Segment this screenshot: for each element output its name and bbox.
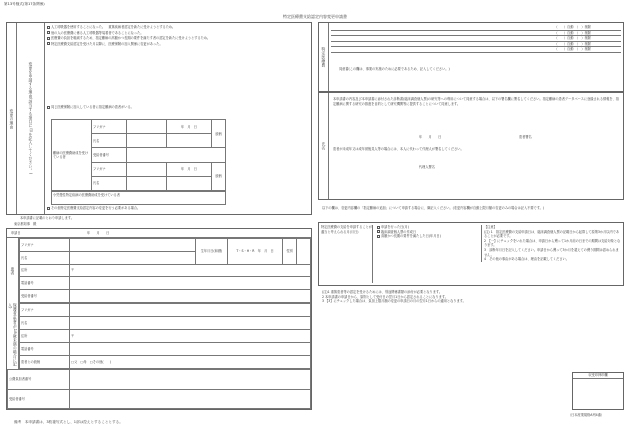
- extra-notes: [322, 290, 622, 304]
- cell-label: 氏名: [92, 176, 127, 190]
- cell-label: 生年月日(和暦): [196, 239, 228, 265]
- cell-label: 受給者番号: [8, 389, 70, 409]
- section-vertical-subtitle: 変更を申請する理由(該当する項目に☑を記入してください。): [17, 23, 45, 214]
- group-label-2: 小児慢性特定疾病の医療費助成を受けている者: [53, 193, 120, 197]
- paper-size-note: （日本産業規格A列4番）: [568, 413, 605, 417]
- row-option[interactable]: （ ）自動 （ ）削除: [331, 36, 621, 42]
- checkbox[interactable]: [47, 26, 50, 29]
- cell-value[interactable]: [70, 239, 196, 252]
- group-2-box: [51, 191, 226, 205]
- change-reason-section: [6, 22, 312, 215]
- cell-label: 氏名: [20, 251, 70, 264]
- cell-value[interactable]: [297, 239, 311, 265]
- reason-item-2[interactable]: 他の人の医療費に係る人工呼吸器等装着者であることになった。: [47, 31, 309, 36]
- group-label-1: 難病の医療費助成を受けている者: [52, 120, 92, 191]
- reason-item-4[interactable]: 特定医療費支給認定を受けた月以降に、医療保険の加入関係に変更があった。: [47, 42, 309, 47]
- checkbox[interactable]: [377, 235, 380, 238]
- note-line: 4 その他の事由がある場合は、理由を記載してください。: [484, 257, 569, 262]
- timing-label: 特定医療費の支給を申請することが適当と考えられる月(月日): [321, 225, 373, 283]
- intro-text: 本申請書に記載のとおり申請します。: [20, 216, 74, 220]
- section-vertical-title: 変更の理由: [7, 23, 17, 214]
- guardian-label: 保護者(患者が18歳未満の場合に記入): [7, 303, 19, 369]
- timing-notes: [481, 225, 621, 262]
- row-option[interactable]: （ ）自動 （ ）削除: [331, 47, 621, 53]
- date-label: 申請日: [11, 231, 21, 235]
- reason-item-3[interactable]: 医療費の負担を軽減するため、指定難病の高額かつ長期の要件を満たす者の認定を新たに受けようとするため。: [47, 36, 309, 41]
- cell-value[interactable]: 〒: [70, 330, 311, 343]
- row-option[interactable]: （ ）自動 （ ）削除: [331, 31, 621, 37]
- right-bottom-heading: 以下の欄は、変更内容欄の「指定難病の追加」について申請する場合に、御記入ください。(変更内容欄が自動上限月額の変更のみの場合は記入不要です。): [322, 206, 545, 210]
- document-title: 特定医療費支給認定内容変更申請書: [283, 14, 347, 19]
- cell-label: 患者との続柄: [20, 356, 70, 369]
- note-line: 2 本申請書の申請日から、原則として受付日の翌月1日から認定されることになります。: [322, 294, 448, 299]
- checkbox[interactable]: [377, 226, 380, 229]
- cell-label: 性別: [283, 239, 297, 265]
- cell-value[interactable]: [70, 343, 311, 356]
- checkbox[interactable]: [47, 207, 50, 210]
- note-line: 3 診断年月日を記入してください。申請日から遡って3か月を超えての遡り期間は認められません。: [484, 247, 619, 257]
- cell-value[interactable]: 〒: [70, 264, 311, 277]
- bottom-table: [7, 369, 311, 409]
- cell-label: フリガナ: [20, 239, 70, 252]
- note-line: 2 【一】にチェックをいれた場合は、申請日から遡って1か月前の日までの期間は支給対象となります。: [484, 238, 621, 248]
- consent-vertical: 氏名: [319, 93, 329, 199]
- checkbox[interactable]: [47, 31, 50, 34]
- timing-option-2[interactable]: 臨床調査個人票の作成日: [377, 230, 477, 235]
- cell-label: 公費負担者番号: [8, 370, 70, 390]
- cell-value[interactable]: [70, 304, 311, 317]
- form-number: 第13号様式(第17条関係): [4, 2, 45, 6]
- reason-item-6[interactable]: その他特定医療費支給認定内容の変更を行う必要がある場合。: [47, 206, 309, 211]
- cell-value[interactable]: [70, 389, 311, 409]
- row-option[interactable]: （ ）自動 （ ）削除: [331, 25, 621, 31]
- note-line: (注)1 重篤患者等の認定を受けるためには、別途関係書類の添付が必要となります。: [322, 290, 443, 294]
- right-vertical-title: 特定医療費: [319, 23, 329, 91]
- cell-value[interactable]: T・S・H・R 年 月 日: [228, 239, 283, 265]
- cell-value[interactable]: [127, 120, 167, 134]
- cell-value[interactable]: [167, 134, 212, 148]
- agent-label: 代理人署名: [419, 165, 435, 169]
- consent-heading: 同意書(この欄は、事業の実施のために必要であるため、記入してください。): [339, 67, 450, 71]
- cell-label: 続柄: [212, 162, 226, 190]
- right-top-section: [318, 22, 624, 92]
- cell-value[interactable]: [70, 317, 311, 330]
- guardian-table: [19, 303, 311, 369]
- date-row: [7, 229, 311, 238]
- timing-options: [377, 225, 477, 239]
- cell-label: フリガナ: [92, 162, 127, 176]
- row-option[interactable]: （ ）自動 （ ）削除: [331, 42, 621, 48]
- relationship-options[interactable]: □父 □母 □その他( ): [70, 356, 311, 369]
- consent-section: [318, 92, 624, 200]
- consent-text: 本申請書の内容及び本申請書に添付された診断書(臨床調査個人票)の研究等への利用について同意する場合は、以下の署名欄に署名してください。指定難病の患者データベースに登録される情報を、指定難病に関する研究の推進を目的として研究機関等に提供することについて同意します。: [333, 97, 619, 106]
- timing-option-1[interactable]: 申請を行った日(月): [377, 225, 477, 230]
- patient-table: [19, 238, 311, 303]
- checkbox[interactable]: [47, 37, 50, 40]
- related-persons-table: [51, 119, 226, 191]
- note-line: (注) 1 指定医療費の支給申請日は、臨床調査個人票の記載日から起算して原則3か月以内であることが必要です。: [484, 229, 620, 239]
- patient-label: 患者: [7, 238, 19, 303]
- checkbox[interactable]: [377, 230, 380, 233]
- cell-value[interactable]: 年 月 日: [167, 120, 212, 134]
- cell-label: 住所: [20, 330, 70, 343]
- timing-option-3[interactable]: 高額かつ長期の要件を満たした日(年月日): [377, 234, 477, 239]
- cell-label: 氏名: [92, 134, 127, 148]
- cell-value[interactable]: [127, 134, 167, 148]
- checkbox[interactable]: [47, 42, 50, 45]
- cell-value[interactable]: [70, 370, 311, 390]
- date-value[interactable]: 年 月 日: [87, 231, 110, 235]
- cell-label: 電話番号: [20, 277, 70, 290]
- addressee: 東京都知事 殿: [14, 222, 37, 226]
- cell-label: フリガナ: [92, 120, 127, 134]
- cell-value[interactable]: [70, 290, 311, 303]
- cell-value[interactable]: [127, 148, 226, 162]
- cell-value[interactable]: [127, 162, 167, 176]
- cell-label: 受給者番号: [20, 290, 70, 303]
- cell-label: 受給者番号: [92, 148, 127, 162]
- checkbox[interactable]: [47, 106, 50, 109]
- cell-label: 氏名: [20, 317, 70, 330]
- reason-items: [47, 25, 309, 47]
- cell-label: 電話番号: [20, 343, 70, 356]
- signer-label: 患者署名: [519, 135, 532, 139]
- stamp-box: [572, 372, 624, 410]
- stamp-label: 収受印押印欄: [573, 373, 623, 379]
- reason-item-5[interactable]: 同じ医療保険に加入している者に指定難病の患者がいる。: [47, 105, 309, 110]
- cell-value[interactable]: [70, 251, 196, 264]
- cell-value[interactable]: [70, 277, 311, 290]
- footer-note: 備考 本申請書は、3枚複写式とし、1部は控えとすることとする。: [14, 420, 123, 424]
- cell-value[interactable]: [167, 176, 212, 190]
- right-top-rows: [331, 25, 621, 53]
- cell-label: 続柄: [212, 120, 226, 148]
- cell-label: 住所: [20, 264, 70, 277]
- cell-label: フリガナ: [20, 304, 70, 317]
- consent-note: 患者が未成年又は成年被後見人等の場合には、本人に代わって代理人が署名してください。: [333, 147, 464, 151]
- consent-date[interactable]: 年 月 日: [419, 135, 442, 139]
- cell-value[interactable]: 年 月 日: [167, 162, 212, 176]
- reason-item-1[interactable]: 人工呼吸器を使用することになった。 重篤疾病者認定を新たに受けようとするため。: [47, 25, 309, 30]
- cell-value[interactable]: [127, 176, 167, 190]
- applicant-section: [6, 228, 312, 410]
- note-label: 【注意】: [484, 225, 497, 229]
- timing-section: [318, 222, 624, 286]
- note-line: 3 【3】にチェックした場合は、負担上限月額の変更の申請日の月の翌月1日からの適用となります。: [322, 299, 466, 304]
